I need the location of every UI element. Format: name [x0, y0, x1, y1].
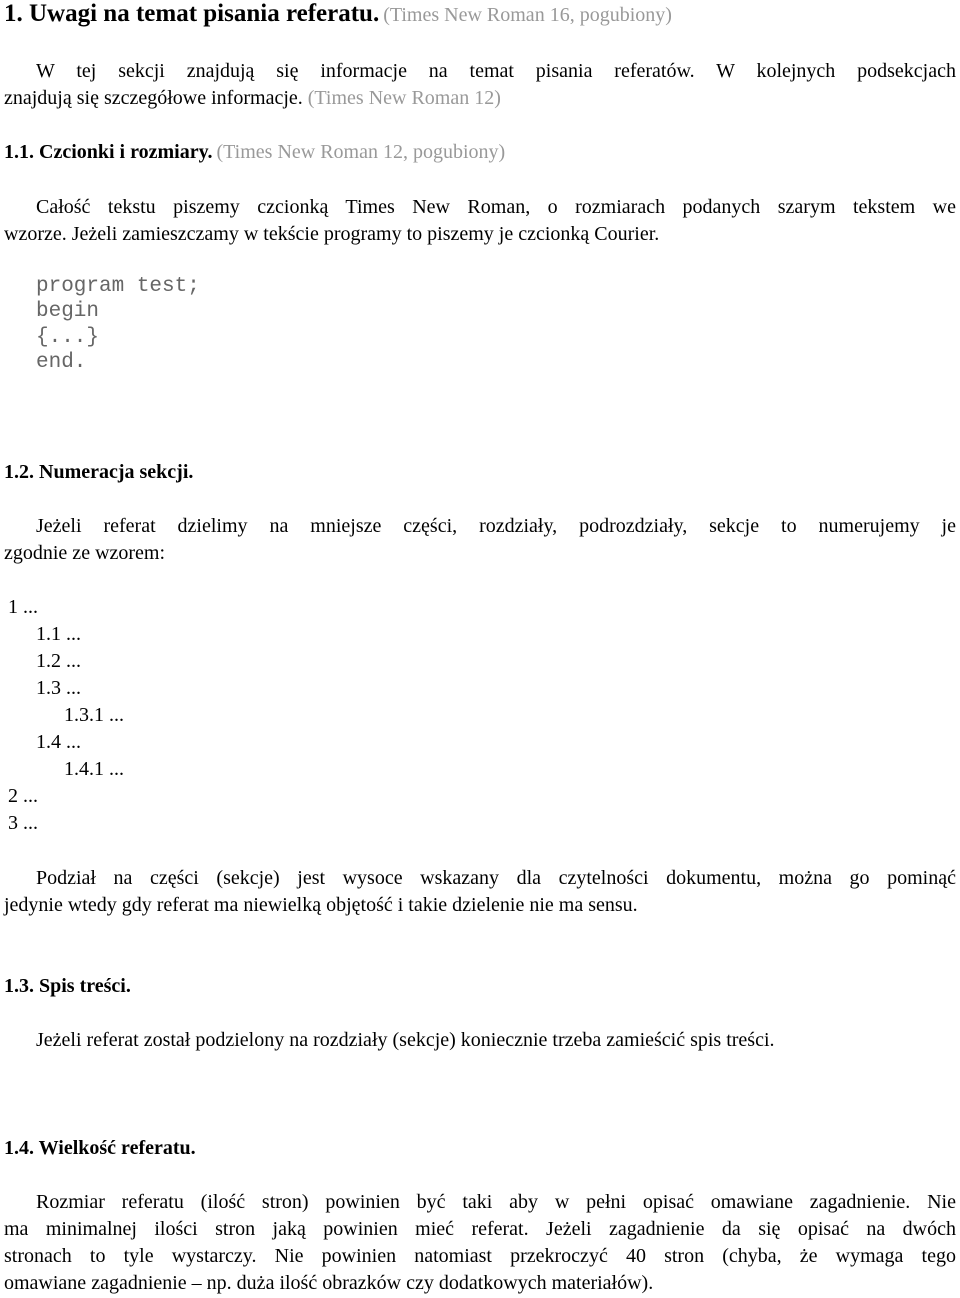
- intro-line-1: W tej sekcji znajdują się informacje na temat pisania referatów. W kolejnych podsekcjach: [36, 60, 956, 82]
- paragraph-line: Jeżeli referat został podzielony na rozdziały (sekcje) koniecznie trzeba zamieścić spis treści.: [36, 1029, 775, 1051]
- intro-text: znajdują się szczegółowe informacje.: [4, 87, 303, 109]
- paragraph-line: Rozmiar referatu (ilość stron) powinien być taki aby w pełni opisać omawiane zagadnienie. Nie: [36, 1191, 956, 1213]
- numbering-item: 2 ...: [8, 785, 38, 807]
- section-heading-title: 1. Uwagi na temat pisania referatu.: [4, 0, 380, 27]
- numbering-item: 1.3 ...: [36, 677, 81, 699]
- numbering-item: 3 ...: [8, 812, 38, 834]
- paragraph-line: jedynie wtedy gdy referat ma niewielką objętość i takie dzielenie nie ma sensu.: [4, 894, 638, 916]
- numbering-item: 1.2 ...: [36, 650, 81, 672]
- paragraph-line: stronach to tyle wystarczy. Nie powinien natomiast przekroczyć 40 stron (chyba, że wymaga tego: [4, 1245, 956, 1267]
- code-line: program test;: [36, 275, 200, 298]
- paragraph-line: zgodnie ze wzorem:: [4, 542, 166, 564]
- intro-line-2: [4, 87, 501, 110]
- section-heading: [4, 0, 672, 28]
- subsection-title: 1.1. Czcionki i rozmiary.: [4, 141, 213, 163]
- subsection-heading-1-3: 1.3. Spis treści.: [4, 975, 131, 997]
- intro-note: (Times New Roman 12): [307, 87, 501, 109]
- paragraph-line: Jeżeli referat dzielimy na mniejsze części, rozdziały, podrozdziały, sekcje to numerujemy je: [36, 515, 956, 537]
- paragraph-line: Podział na części (sekcje) jest wysoce wskazany dla czytelności dokumentu, można go pominąć: [36, 867, 956, 889]
- paragraph-line: Całość tekstu piszemy czcionką Times New Roman, o rozmiarach podanych szarym tekstem we: [36, 196, 956, 218]
- paragraph-line: omawiane zagadnienie – np. duża ilość obrazków czy dodatkowych materiałów).: [4, 1272, 654, 1294]
- subsection-heading-1-2: 1.2. Numeracja sekcji.: [4, 461, 194, 483]
- paragraph-line: wzorze. Jeżeli zamieszczamy w tekście programy to piszemy je czcionką Courier.: [4, 223, 660, 245]
- code-line: end.: [36, 351, 87, 374]
- numbering-item: 1.3.1 ...: [64, 704, 124, 726]
- subsection-heading-1-4: 1.4. Wielkość referatu.: [4, 1137, 196, 1159]
- subsection-note: (Times New Roman 12, pogubiony): [216, 141, 506, 163]
- paragraph-line: ma minimalnej ilości stron jaką powinien mieć referat. Jeżeli zagadnienie da się opisać na dwóch: [4, 1218, 956, 1240]
- subsection-heading-1-1: [4, 141, 505, 164]
- numbering-item: 1.1 ...: [36, 623, 81, 645]
- numbering-item: 1 ...: [8, 596, 38, 618]
- numbering-item: 1.4 ...: [36, 731, 81, 753]
- code-line: {...}: [36, 326, 100, 349]
- code-line: begin: [36, 300, 100, 323]
- numbering-item: 1.4.1 ...: [64, 758, 124, 780]
- section-heading-note: (Times New Roman 16, pogubiony): [383, 4, 672, 26]
